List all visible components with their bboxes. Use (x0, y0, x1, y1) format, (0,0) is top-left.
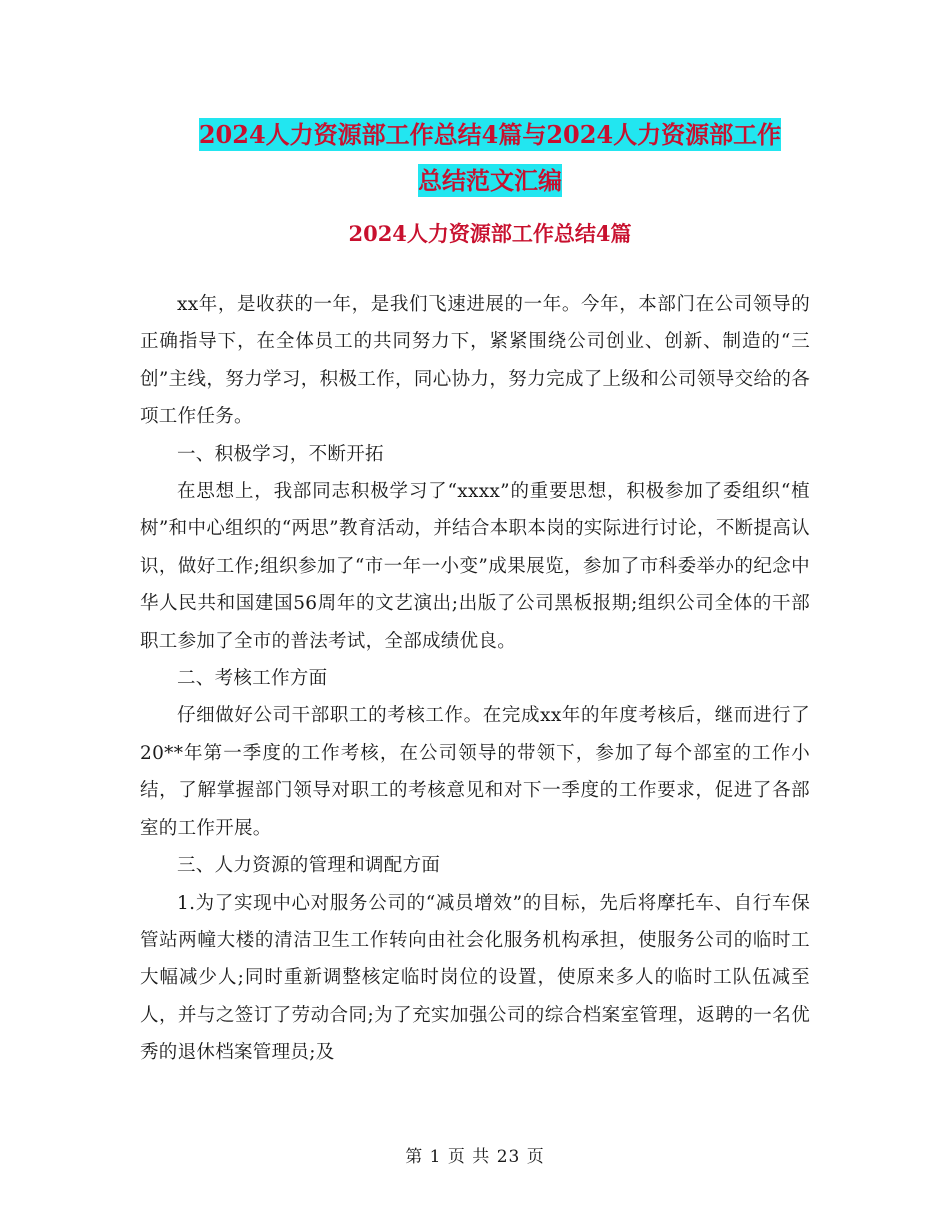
paragraph-assessment: 仔细做好公司干部职工的考核工作。在完成xx年的年度考核后，继而进行了20**年第一季度的工作考核，在公司领导的带领下，参加了每个部室的工作小结，了解掌握部门领导对职工的考核意见和对下一季度的工作要求，促进了各部室的工作开展。 (140, 705, 810, 839)
paragraph-study: 在思想上，我部同志积极学习了“xxxx”的重要思想，积极参加了委组织“植树”和中心组织的“两思”教育活动，并结合本职本岗的实际进行讨论，不断提高认识，做好工作;组织参加了“市一年一小变”成果展览，参加了市科委举办的纪念中华人民共和国建国56周年的文艺演出;出版了公司黑板报期;组织公司全体的干部职工参加了全市的普法考试，全部成绩优良。 (140, 481, 810, 652)
paragraph-hr-management: 1.为了实现中心对服务公司的“减员增效”的目标，先后将摩托车、自行车保管站两幢大楼的清洁卫生工作转向由社会化服务机构承担，使服务公司的临时工大幅减少人;同时重新调整核定临时岗位的设置，使原来多人的临时工队伍减至人，并与之签订了劳动合同;为了充实加强公司的综合档案室管理，返聘的一名优秀的退休档案管理员;及 (140, 892, 810, 1064)
paragraph-intro: xx年，是收获的一年，是我们飞速进展的一年。今年，本部门在公司领导的正确指导下，在全体员工的共同努力下，紧紧围绕公司创业、创新、制造的“三创”主线，努力学习，积极工作，同心协力，努力完成了上级和公司领导交给的各项工作任务。 (140, 294, 810, 428)
document-title-line-1: 2024人力资源部工作总结4篇与2024人力资源部工作 (198, 120, 782, 149)
heading-assessment: 二、考核工作方面 (177, 668, 328, 690)
document-title-line-2: 总结范文汇编 (418, 166, 562, 195)
section-title: 2024人力资源部工作总结4篇 (348, 221, 632, 246)
heading-hr-management: 三、人力资源的管理和调配方面 (177, 855, 441, 877)
heading-study: 一、积极学习，不断开拓 (177, 443, 384, 465)
document-body (140, 286, 810, 1072)
document-title (140, 112, 840, 204)
page-footer: 第 1 页 共 23 页 (405, 1147, 545, 1167)
